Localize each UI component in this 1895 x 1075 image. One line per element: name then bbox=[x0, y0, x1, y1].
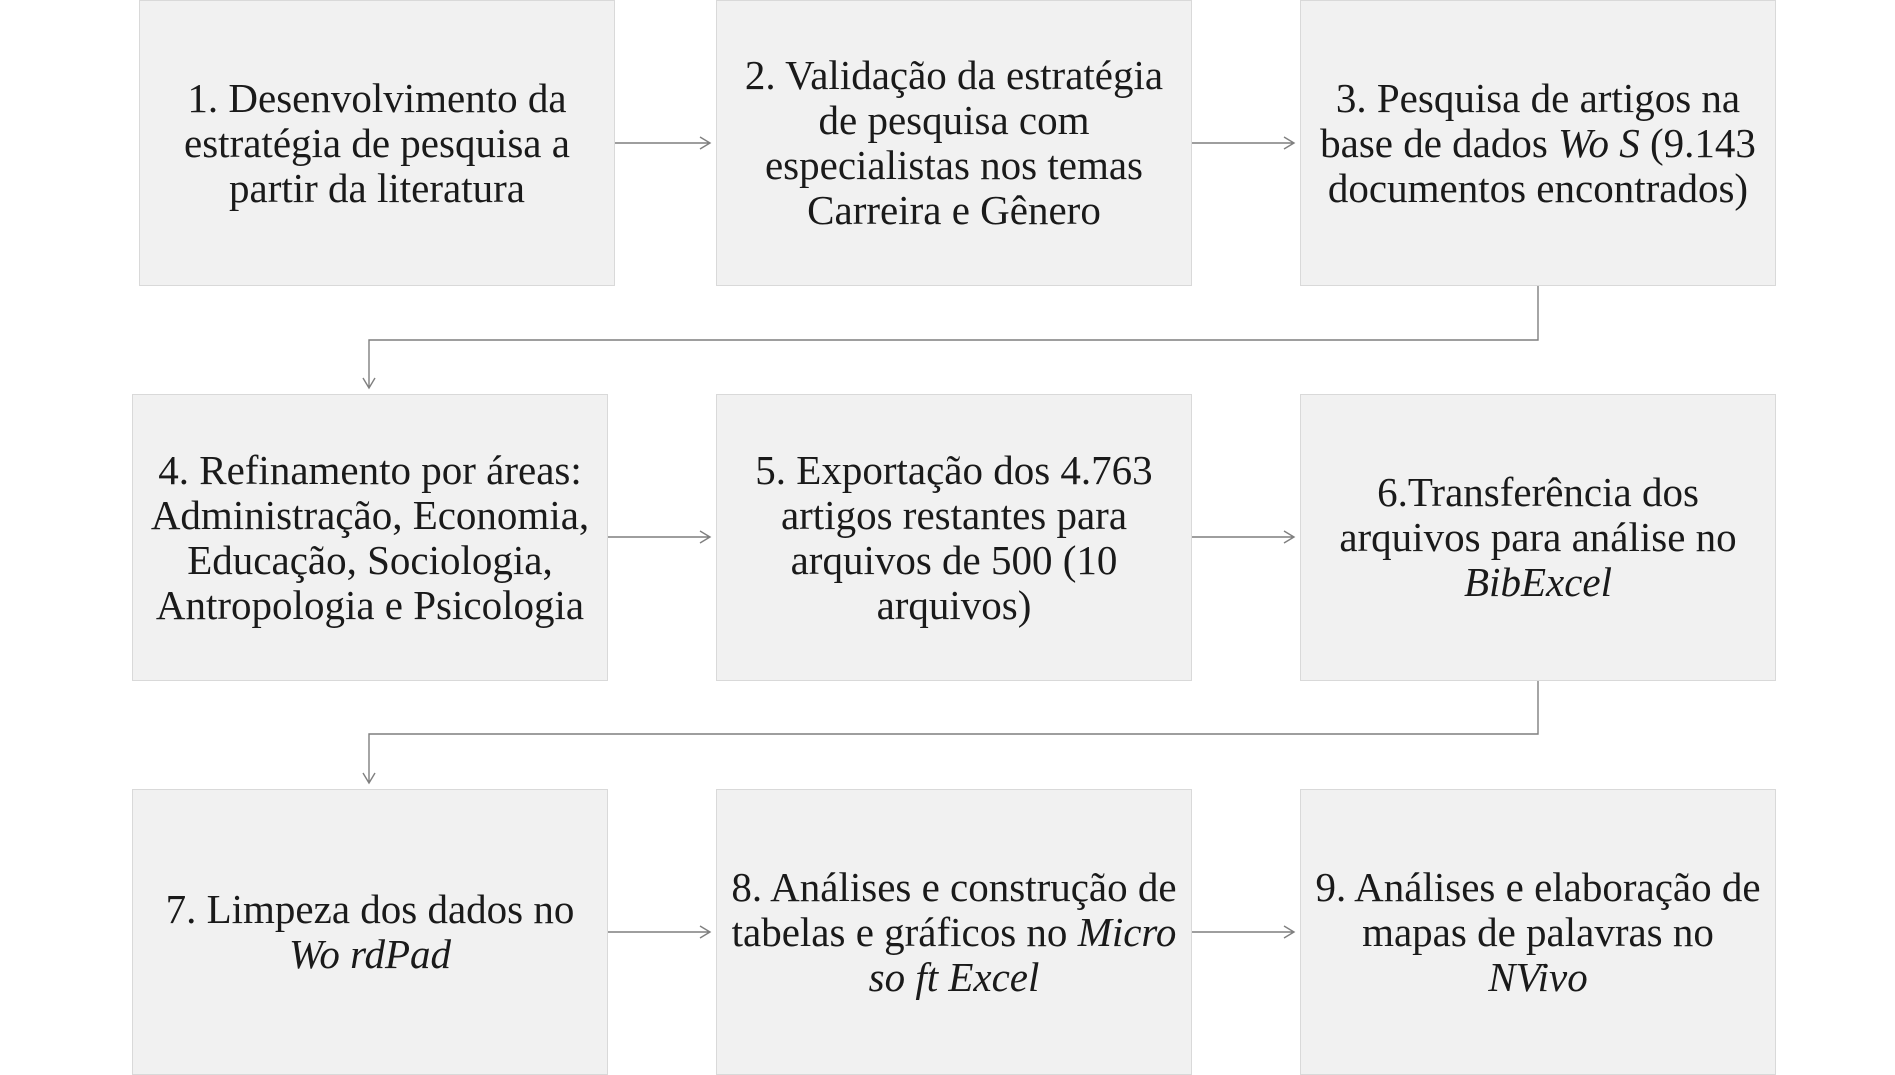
software-name: Micro so ft Excel bbox=[868, 908, 1177, 1000]
step-4-box bbox=[132, 394, 608, 681]
step-1-text bbox=[154, 76, 600, 211]
step-text-part: (9.143 documentos encontrados) bbox=[1327, 119, 1756, 211]
step-9-text bbox=[1315, 865, 1761, 1000]
step-2-box bbox=[716, 0, 1192, 286]
step-5-box bbox=[716, 394, 1192, 681]
step-1-box bbox=[139, 0, 615, 286]
arrow-4-to-5 bbox=[608, 531, 710, 543]
step-7-text bbox=[147, 887, 593, 977]
step-6-box bbox=[1300, 394, 1776, 681]
software-name: Wo rdPad bbox=[288, 931, 452, 977]
step-3-text bbox=[1315, 76, 1761, 211]
arrow-3-to-4 bbox=[363, 286, 1538, 388]
software-name: NVivo bbox=[1488, 953, 1588, 1000]
step-8-text bbox=[731, 865, 1177, 1000]
software-name: Wo S bbox=[1558, 119, 1640, 166]
arrow-7-to-8 bbox=[608, 926, 710, 938]
software-name: BibExcel bbox=[1464, 559, 1612, 605]
step-3-box bbox=[1300, 0, 1776, 286]
step-6-text bbox=[1315, 470, 1761, 605]
step-8-box bbox=[716, 789, 1192, 1075]
step-4-text bbox=[147, 448, 593, 628]
arrow-1-to-2 bbox=[615, 137, 710, 149]
step-text-part: 1. Desenvolvimento da estratégia de pesquisa a partir da literatura bbox=[184, 74, 570, 211]
step-text-part: 8. Análises e construção de tabelas e gráficos no bbox=[731, 863, 1177, 955]
step-text-part: 6.Transferência dos arquivos para análise no bbox=[1339, 469, 1737, 560]
step-7-box bbox=[132, 789, 608, 1075]
arrow-2-to-3 bbox=[1192, 137, 1294, 149]
step-2-text bbox=[731, 53, 1177, 233]
step-text-part: 9. Análises e elaboração de mapas de palavras no bbox=[1315, 863, 1761, 955]
step-text-part: 5. Exportação dos 4.763 artigos restantes para arquivos de 500 (10 arquivos) bbox=[755, 446, 1153, 628]
step-5-text bbox=[731, 448, 1177, 628]
step-text-part: 3. Pesquisa de artigos na base de dados bbox=[1320, 74, 1741, 166]
step-9-box bbox=[1300, 789, 1776, 1075]
arrow-6-to-7 bbox=[363, 681, 1538, 783]
arrow-5-to-6 bbox=[1192, 531, 1294, 543]
step-text-part: 7. Limpeza dos dados no bbox=[165, 886, 575, 932]
step-text-part: 2. Validação da estratégia de pesquisa com especialistas nos temas Carreira e Gênero bbox=[744, 52, 1164, 233]
step-text-part: 4. Refinamento por áreas: Administração, Economia, Educação, Sociologia, Antropologia e Psicologia bbox=[150, 446, 590, 628]
arrow-8-to-9 bbox=[1192, 926, 1294, 938]
